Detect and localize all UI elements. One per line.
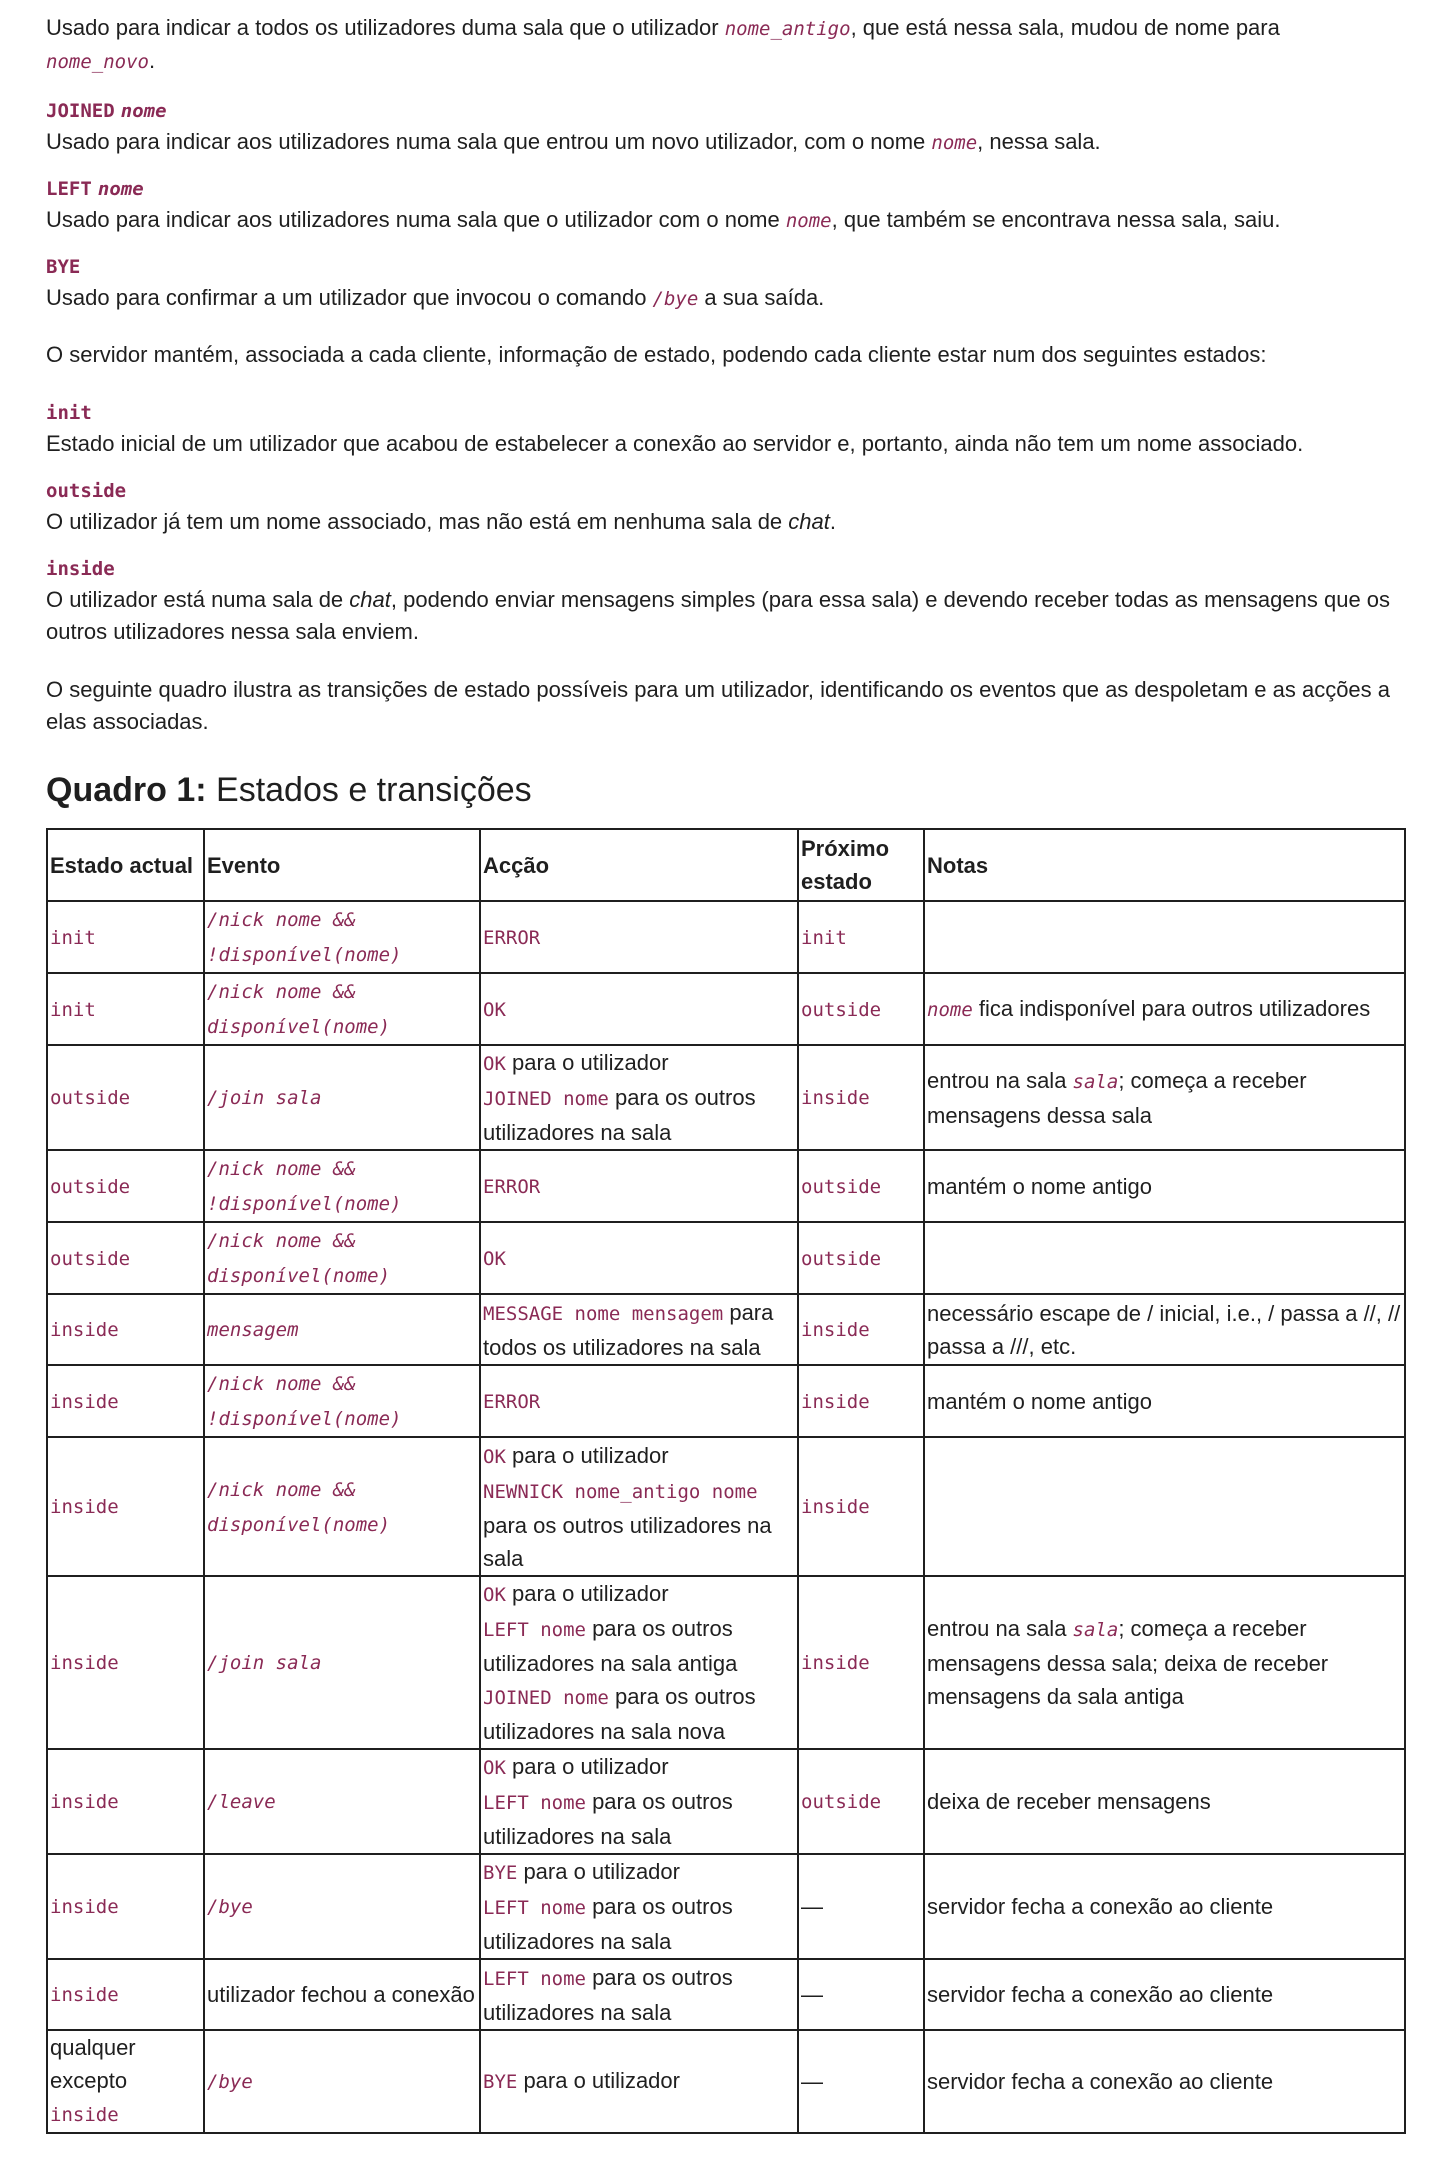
- table-row: inside mensagem MESSAGE nome mensagem para todos os utilizadores na sala inside necessário escape de / inicial, i.e., / passa a //, // passa a ///, etc.: [47, 1294, 1405, 1365]
- message-joined: JOINED nome Usado para indicar aos utilizadores numa sala que entrou um novo utilizador, com o nome nome, nessa sala.: [46, 100, 1101, 154]
- header-proximo-estado: Próximo estado: [798, 829, 924, 901]
- table-row: outside /join sala OK para o utilizador JOINED nome para os outros utilizadores na sala inside entrou na sala sala; começa a receber mensagens dessa sala: [47, 1045, 1405, 1150]
- table-row: inside /nick nome && disponível(nome) OK para o utilizador NEWNICK nome_antigo nome para os outros utilizadores na sala inside: [47, 1437, 1405, 1576]
- header-notas: Notas: [924, 829, 1405, 901]
- table-intro: O seguinte quadro ilustra as transições de estado possíveis para um utilizador, identificando os eventos que as despoletam e as acções a elas associadas.: [46, 677, 1391, 734]
- table-row: init /nick nome && !disponível(nome) ERROR init: [47, 901, 1405, 973]
- newnick-description: Usado para indicar a todos os utilizadores duma sala que o utilizador nome_antigo, que está nessa sala, mudou de nome para nome_novo.: [46, 15, 1280, 73]
- message-left: LEFT nome Usado para indicar aos utilizadores numa sala que o utilizador com o nome nome, que também se encontrava nessa sala, saiu.: [46, 178, 1281, 232]
- header-accao: Acção: [480, 829, 798, 901]
- code-nome-novo: nome_novo: [46, 51, 149, 73]
- table-row: inside /leave OK para o utilizador LEFT nome para os outros utilizadores na sala outside deixa de receber mensagens: [47, 1749, 1405, 1854]
- table-row: init /nick nome && disponível(nome) OK outside nome fica indisponível para outros utilizadores: [47, 973, 1405, 1045]
- table-row: inside utilizador fechou a conexão LEFT nome para os outros utilizadores na sala — servidor fecha a conexão ao cliente: [47, 1959, 1405, 2030]
- table-row: outside /nick nome && !disponível(nome) ERROR outside mantém o nome antigo: [47, 1150, 1405, 1222]
- states-table: [46, 828, 1406, 2134]
- header-estado-actual: Estado actual: [47, 829, 204, 901]
- table-row: inside /nick nome && !disponível(nome) ERROR inside mantém o nome antigo: [47, 1365, 1405, 1437]
- code-nome-antigo: nome_antigo: [724, 18, 851, 40]
- header-evento: Evento: [204, 829, 480, 901]
- state-outside: outside O utilizador já tem um nome associado, mas não está em nenhuma sala de chat.: [46, 480, 836, 534]
- message-bye: BYE Usado para confirmar a um utilizador que invocou o comando /bye a sua saída.: [46, 256, 825, 310]
- states-intro: O servidor mantém, associada a cada cliente, informação de estado, podendo cada cliente estar num dos seguintes estados:: [46, 342, 1267, 367]
- table-row: outside /nick nome && disponível(nome) OK outside: [47, 1222, 1405, 1294]
- state-inside: inside O utilizador está numa sala de chat, podendo enviar mensagens simples (para essa sala) e devendo receber todas as mensagens que os outros utilizadores nessa sala enviem.: [46, 558, 1391, 644]
- state-init: init Estado inicial de um utilizador que acabou de estabelecer a conexão ao servidor e, portanto, ainda não tem um nome associado.: [46, 402, 1304, 456]
- table-row: inside /bye BYE para o utilizador LEFT nome para os outros utilizadores na sala — servidor fecha a conexão ao cliente: [47, 1854, 1405, 1959]
- table-header-row: [47, 829, 1405, 901]
- table-row: inside /join sala OK para o utilizador LEFT nome para os outros utilizadores na sala antiga JOINED nome para os outros utilizadores na sala nova inside entrou na sala sala; começa a receber mensagens dessa sala; deixa de receber mensagens da sala antiga: [47, 1576, 1405, 1749]
- table-row: qualquer excepto inside /bye BYE para o utilizador — servidor fecha a conexão ao cliente: [47, 2030, 1405, 2133]
- table-title: Quadro 1: Estados e transições: [46, 771, 532, 809]
